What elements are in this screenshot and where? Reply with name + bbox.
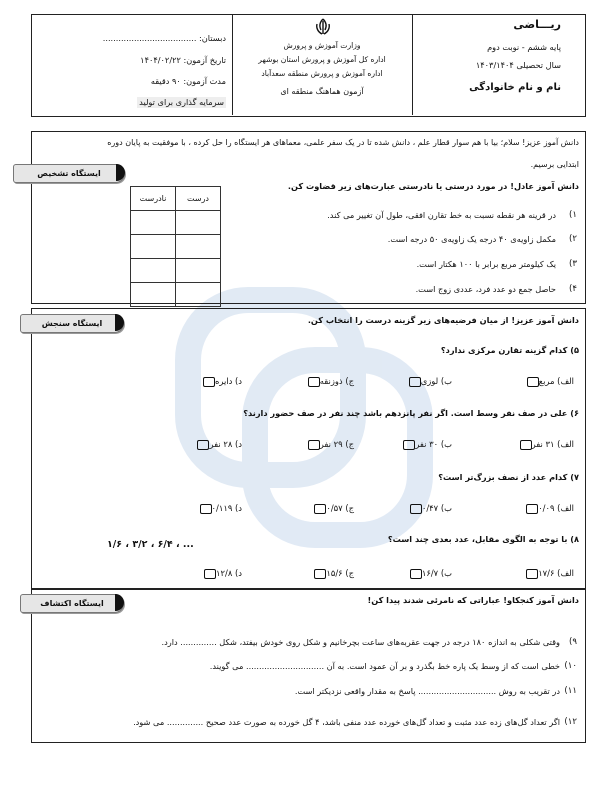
option-label: الف) ۰/۰۹ — [538, 503, 574, 513]
option-label: ب) لوزی — [420, 376, 452, 386]
q7-option-b[interactable] — [405, 503, 452, 514]
directorate-name: اداره کل آموزش و پرورش استان بوشهر — [258, 55, 386, 64]
q5-option-d[interactable] — [198, 376, 242, 387]
table-header-false: نادرست — [131, 187, 176, 211]
answer-cell[interactable] — [176, 283, 221, 307]
annual-motto: سرمایه گذاری برای تولید — [139, 97, 224, 107]
station-discovery-label: ایستگاه اکتشاف — [40, 599, 104, 608]
option-label: ج) ذوزنقه — [319, 376, 354, 386]
answer-cell[interactable] — [131, 259, 176, 283]
q8-option-d[interactable] — [199, 568, 242, 579]
checkbox[interactable] — [197, 440, 209, 450]
exam-type: آزمون هماهنگ منطقه ای — [280, 87, 364, 96]
q7-option-a[interactable] — [521, 503, 574, 514]
section2-instruction: دانش آموز عزیز! از میان فرضیه‌های زیر گزینه درست را انتخاب کن. — [307, 315, 579, 325]
station-discovery-badge — [20, 594, 124, 613]
item-number: ۱) — [569, 210, 577, 220]
header-divider-right — [412, 14, 413, 115]
option-label: د) ۲۸ نفر — [209, 439, 242, 449]
answer-cell[interactable] — [176, 211, 221, 235]
checkbox[interactable] — [314, 569, 326, 579]
checkbox[interactable] — [308, 377, 320, 387]
option-label: د) دایره — [214, 376, 242, 386]
student-name-label: نام و نام خانوادگی — [469, 82, 561, 93]
option-label: ج) ۲۹ نفر — [319, 439, 354, 449]
intro-line-2: ابتدایی برسیم. — [530, 160, 579, 169]
item-text: حاصل جمع دو عدد فرد، عددی زوج است. — [415, 284, 556, 294]
q8-option-b[interactable] — [405, 568, 452, 579]
station-diagnosis-label: ایستگاه تشخیص — [37, 169, 101, 178]
option-label: ب) ۱۶/۷ — [421, 568, 452, 578]
option-label: الف) ۱۷/۶ — [538, 568, 574, 578]
item-number: ۴) — [569, 284, 577, 294]
checkbox[interactable] — [527, 377, 539, 387]
item-text: یک کیلومتر مربع برابر با ۱۰۰ هکتار است. — [416, 259, 556, 269]
q5-option-b[interactable] — [404, 376, 452, 387]
question-5: ۵) کدام گزینه تقارن مرکزی ندارد؟ — [440, 345, 579, 355]
ministry-name: وزارت آموزش و پرورش — [283, 41, 361, 50]
item-number: ۱۱) — [564, 686, 577, 696]
answer-cell[interactable] — [176, 259, 221, 283]
section3-instruction: دانش آموز کنجکاو! عباراتی که نامرئی شدند پیدا کن! — [367, 595, 579, 605]
item-number: ۲) — [569, 234, 577, 244]
question-8: ۸) با توجه به الگوی مقابل، عدد بعدی چند است؟ — [387, 534, 579, 544]
checkbox[interactable] — [410, 569, 422, 579]
iran-emblem-icon — [313, 18, 333, 36]
station-diagnosis-badge — [13, 164, 125, 183]
option-label: الف) مربع — [538, 376, 574, 386]
q6-option-c[interactable] — [303, 439, 354, 450]
q5-option-c[interactable] — [303, 376, 354, 387]
answer-cell[interactable] — [131, 211, 176, 235]
intro-line-1: دانش آموز عزیز! سلام؛ بیا با هم سوار قطار علم ، دانش شده تا در یک سفر علمی، معماهای هر ایستگاه را حل کرده ، با موفقیت به پایان دوره — [107, 138, 579, 147]
subject-title: ریـــاضی — [513, 18, 561, 31]
option-label: ب) ۳۰ نفر — [415, 439, 452, 449]
q8-option-a[interactable] — [521, 568, 574, 579]
station-assessment-label: ایستگاه سنجش — [41, 319, 103, 328]
exam-date: تاریخ آزمون: ۱۴۰۴/۰۲/۲۲ — [140, 55, 226, 65]
answer-cell[interactable] — [131, 235, 176, 259]
checkbox[interactable] — [200, 504, 212, 514]
exam-duration: مدت آزمون: ۹۰ دقیقه — [150, 76, 226, 86]
q7-option-c[interactable] — [309, 503, 354, 514]
school-field: دبستان: .................................... — [102, 33, 226, 43]
option-label: د) ۱۲/۸ — [216, 568, 242, 578]
q6-option-a[interactable] — [515, 439, 574, 450]
table-header-true: درست — [176, 187, 221, 211]
school-year: سال تحصیلی ۱۴۰۳/۱۴۰۴ — [475, 60, 561, 70]
option-label: ب) ۰/۴۷ — [421, 503, 452, 513]
q6-option-d[interactable] — [192, 439, 242, 450]
checkbox[interactable] — [526, 504, 538, 514]
q8-pattern: ... ، ۶/۴ ، ۳/۲ ، ۱/۶ — [107, 539, 194, 550]
item-number: ۹) — [569, 637, 577, 647]
station-assessment-badge — [20, 314, 124, 333]
office-name: اداره آموزش و پرورش منطقه سعدآباد — [261, 69, 383, 78]
option-label: ج) ۰/۵۷ — [326, 503, 354, 513]
item-text: اگر تعداد گل‌های زده عدد مثبت و تعداد گل‌های خورده عدد منفی باشد، ۴ گل خورده به صورت عدد صحیح .............. می شود. — [133, 717, 560, 727]
item-number: ۳) — [569, 259, 577, 269]
q7-option-d[interactable] — [195, 503, 243, 514]
item-text: خطی است که از وسط یک پاره خط بگذرد و بر آن عمود است. به آن .............................. می گویند. — [209, 661, 560, 671]
q5-option-a[interactable] — [522, 376, 574, 387]
checkbox[interactable] — [520, 440, 532, 450]
checkbox[interactable] — [314, 504, 326, 514]
grade-line: پایه ششم - نوبت دوم — [487, 42, 561, 52]
item-text: در قرینه هر نقطه نسبت به خط تقارن افقی، طول آن تغییر می کند. — [327, 210, 556, 220]
option-label: ج) ۱۵/۶ — [326, 568, 354, 578]
option-label: الف) ۳۱ نفر — [531, 439, 574, 449]
checkbox[interactable] — [308, 440, 320, 450]
section1-instruction: دانش آموز عادل! در مورد درستی یا نادرستی عبارت‌های زیر قضاوت کن. — [287, 181, 579, 191]
option-label: د) ۰/۱۱۹ — [211, 503, 242, 513]
checkbox[interactable] — [526, 569, 538, 579]
question-6: ۶) علی در صف نفر وسط است. اگر نفر پانزدهم باشد چند نفر در صف حضور دارند؟ — [243, 408, 579, 418]
true-false-table — [130, 186, 221, 307]
answer-cell[interactable] — [176, 235, 221, 259]
item-text: در تقریب به روش .............................. پاسخ به مقدار واقعی نزدیکتر است. — [294, 686, 560, 696]
item-number: ۱۰) — [564, 661, 577, 671]
item-text: مکمل زاویه‌ی ۴۰ درجه یک زاویه‌ی ۵۰ درجه است. — [387, 234, 556, 244]
q6-option-b[interactable] — [398, 439, 452, 450]
q8-option-c[interactable] — [309, 568, 354, 579]
item-number: ۱۲) — [564, 717, 577, 727]
checkbox[interactable] — [204, 569, 216, 579]
checkbox[interactable] — [410, 504, 422, 514]
checkbox[interactable] — [409, 377, 421, 387]
item-text: وقتی شکلی به اندازه ۱۸۰ درجه در جهت عقربه‌های ساعت بچرخانیم و شکل روی خودش بیفتد، شکل .............. دارد. — [161, 637, 560, 647]
checkbox[interactable] — [203, 377, 215, 387]
answer-cell[interactable] — [131, 283, 176, 307]
checkbox[interactable] — [403, 440, 415, 450]
question-7: ۷) کدام عدد از نصف بزرگ‌تر است؟ — [438, 472, 579, 482]
